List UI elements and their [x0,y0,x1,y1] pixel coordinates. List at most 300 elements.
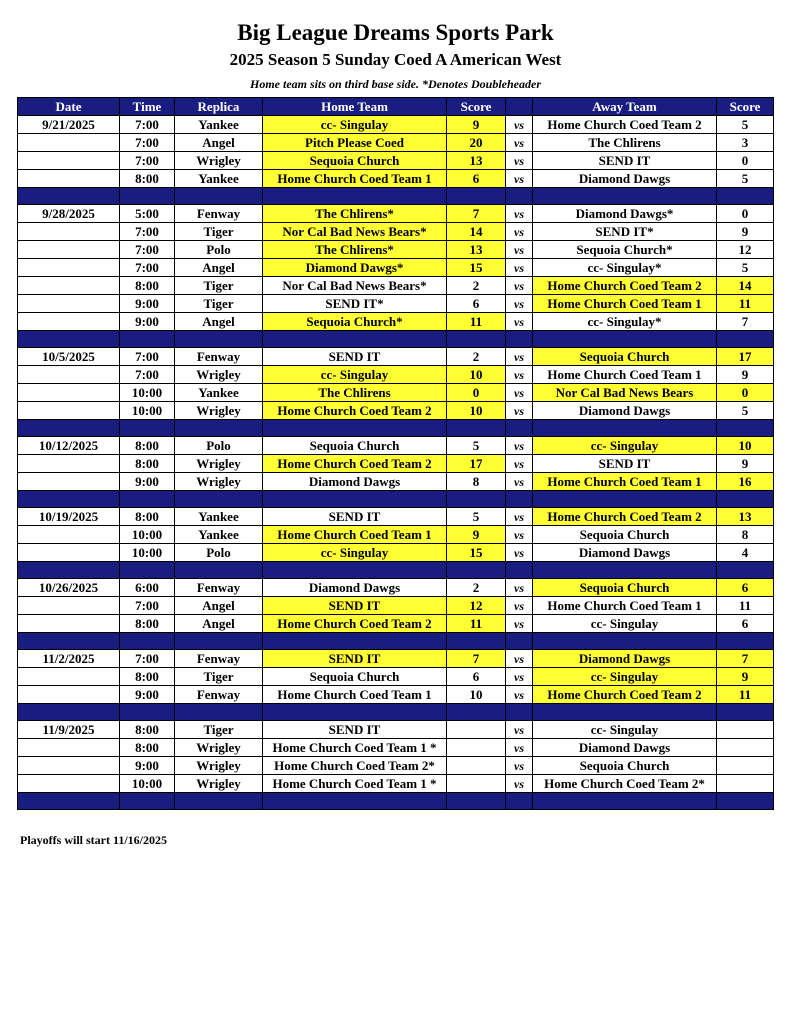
game-time: 7:00 [120,348,175,366]
away-team: The Chlirens [533,134,717,152]
separator-cell [120,188,175,205]
separator-cell [263,331,447,348]
away-score: 8 [717,526,774,544]
col-vs [506,98,533,116]
separator-cell [533,633,717,650]
game-date [18,134,120,152]
away-score: 17 [717,348,774,366]
vs-label: vs [506,508,533,526]
home-team: The Chlirens* [263,205,447,223]
col-away-team: Away Team [533,98,717,116]
game-date [18,259,120,277]
col-replica: Replica [175,98,263,116]
home-score: 10 [447,686,506,704]
vs-label: vs [506,775,533,793]
away-team: Sequoia Church [533,348,717,366]
vs-label: vs [506,686,533,704]
game-time: 10:00 [120,544,175,562]
week-separator [18,562,774,579]
game-time: 8:00 [120,668,175,686]
separator-cell [175,420,263,437]
separator-cell [717,331,774,348]
home-team: The Chlirens* [263,241,447,259]
page-subtitle: 2025 Season 5 Sunday Coed A American West [229,50,562,69]
away-score: 0 [717,205,774,223]
away-team: Home Church Coed Team 1 [533,473,717,491]
away-score: 10 [717,437,774,455]
separator-cell [447,562,506,579]
home-team: Nor Cal Bad News Bears* [263,223,447,241]
away-team: cc- Singulay [533,721,717,739]
week-separator [18,188,774,205]
home-team: Pitch Please Coed [263,134,447,152]
game-date [18,455,120,473]
away-team: Diamond Dawgs [533,170,717,188]
vs-label: vs [506,384,533,402]
game-time: 7:00 [120,650,175,668]
vs-label: vs [506,579,533,597]
separator-cell [506,562,533,579]
away-score: 16 [717,473,774,491]
table-row [18,259,774,277]
game-time: 6:00 [120,579,175,597]
home-score: 6 [447,170,506,188]
table-row [18,384,774,402]
separator-cell [175,704,263,721]
game-date [18,739,120,757]
vs-label: vs [506,526,533,544]
game-date [18,295,120,313]
vs-label: vs [506,348,533,366]
game-date [18,526,120,544]
vs-label: vs [506,455,533,473]
home-score: 15 [447,259,506,277]
separator-cell [533,331,717,348]
home-score: 5 [447,508,506,526]
game-time: 9:00 [120,313,175,331]
home-team: Home Church Coed Team 2* [263,757,447,775]
away-score: 3 [717,134,774,152]
away-score: 13 [717,508,774,526]
game-date [18,223,120,241]
game-field: Fenway [175,579,263,597]
game-field: Angel [175,134,263,152]
home-score: 17 [447,455,506,473]
separator-cell [18,793,120,810]
away-team: Sequoia Church [533,757,717,775]
home-score: 7 [447,205,506,223]
away-team: cc- Singulay [533,668,717,686]
away-team: Diamond Dawgs [533,544,717,562]
away-team: Home Church Coed Team 1 [533,597,717,615]
separator-cell [447,188,506,205]
game-date [18,313,120,331]
home-score: 10 [447,402,506,420]
vs-label: vs [506,205,533,223]
home-score: 2 [447,277,506,295]
away-score [717,721,774,739]
home-team: SEND IT [263,597,447,615]
away-score: 14 [717,277,774,295]
separator-cell [506,633,533,650]
separator-cell [447,633,506,650]
away-score: 4 [717,544,774,562]
game-date: 9/28/2025 [18,205,120,223]
vs-label: vs [506,313,533,331]
home-score [447,739,506,757]
game-field: Angel [175,313,263,331]
separator-cell [263,188,447,205]
away-score: 7 [717,650,774,668]
separator-cell [263,420,447,437]
game-time: 7:00 [120,241,175,259]
separator-cell [533,188,717,205]
col-date: Date [18,98,120,116]
separator-cell [506,704,533,721]
separator-cell [506,491,533,508]
vs-label: vs [506,295,533,313]
vs-label: vs [506,739,533,757]
home-score: 0 [447,384,506,402]
table-row [18,544,774,562]
vs-label: vs [506,473,533,491]
game-time: 7:00 [120,116,175,134]
home-team: SEND IT* [263,295,447,313]
table-row [18,508,774,526]
schedule-body [18,116,774,810]
week-separator [18,704,774,721]
home-team: SEND IT [263,348,447,366]
home-score: 2 [447,579,506,597]
table-row [18,721,774,739]
separator-cell [717,793,774,810]
vs-label: vs [506,721,533,739]
home-team: Diamond Dawgs* [263,259,447,277]
home-score: 12 [447,597,506,615]
separator-cell [506,420,533,437]
vs-label: vs [506,259,533,277]
game-time: 7:00 [120,366,175,384]
vs-label: vs [506,544,533,562]
away-score: 0 [717,384,774,402]
away-score: 6 [717,579,774,597]
table-row [18,668,774,686]
game-time: 10:00 [120,384,175,402]
away-team: Sequoia Church [533,526,717,544]
separator-cell [175,793,263,810]
vs-label: vs [506,241,533,259]
game-field: Fenway [175,348,263,366]
separator-cell [120,331,175,348]
away-score: 5 [717,170,774,188]
game-time: 8:00 [120,455,175,473]
away-team: SEND IT* [533,223,717,241]
separator-cell [120,491,175,508]
separator-cell [120,704,175,721]
home-score: 6 [447,295,506,313]
playoffs-note: Playoffs will start 11/16/2025 [20,833,167,847]
game-time: 7:00 [120,259,175,277]
away-score: 5 [717,116,774,134]
home-team: cc- Singulay [263,116,447,134]
game-field: Wrigley [175,473,263,491]
game-date [18,277,120,295]
game-field: Fenway [175,650,263,668]
home-score: 5 [447,437,506,455]
table-row [18,579,774,597]
col-home-score: Score [447,98,506,116]
separator-cell [447,491,506,508]
home-team: SEND IT [263,650,447,668]
home-team: Diamond Dawgs [263,579,447,597]
away-team: Home Church Coed Team 2 [533,277,717,295]
home-team: Home Church Coed Team 2 [263,615,447,633]
separator-cell [175,188,263,205]
game-date [18,597,120,615]
table-row [18,295,774,313]
game-field: Polo [175,437,263,455]
game-time: 10:00 [120,526,175,544]
separator-cell [447,793,506,810]
away-score: 11 [717,597,774,615]
vs-label: vs [506,668,533,686]
vs-label: vs [506,757,533,775]
week-separator [18,331,774,348]
separator-cell [263,562,447,579]
week-separator [18,491,774,508]
game-date: 10/26/2025 [18,579,120,597]
table-row [18,170,774,188]
away-score [717,775,774,793]
game-time: 7:00 [120,223,175,241]
table-row [18,650,774,668]
game-date: 9/21/2025 [18,116,120,134]
away-score: 7 [717,313,774,331]
game-time: 8:00 [120,277,175,295]
game-time: 10:00 [120,775,175,793]
game-date: 11/2/2025 [18,650,120,668]
away-team: Sequoia Church* [533,241,717,259]
game-field: Yankee [175,116,263,134]
game-time: 8:00 [120,739,175,757]
home-team: Home Church Coed Team 2 [263,455,447,473]
away-team: cc- Singulay* [533,313,717,331]
away-team: Home Church Coed Team 2* [533,775,717,793]
home-score: 8 [447,473,506,491]
game-date [18,384,120,402]
vs-label: vs [506,650,533,668]
home-score: 11 [447,313,506,331]
away-score: 12 [717,241,774,259]
game-field: Wrigley [175,366,263,384]
away-score: 6 [717,615,774,633]
table-row [18,134,774,152]
col-home-team: Home Team [263,98,447,116]
vs-label: vs [506,170,533,188]
away-team: SEND IT [533,455,717,473]
home-team: Sequoia Church [263,668,447,686]
away-score: 9 [717,223,774,241]
home-score: 9 [447,116,506,134]
separator-cell [175,491,263,508]
separator-cell [533,793,717,810]
separator-cell [263,793,447,810]
game-field: Yankee [175,526,263,544]
away-score [717,739,774,757]
game-time: 8:00 [120,615,175,633]
separator-cell [506,188,533,205]
home-score [447,721,506,739]
away-team: Diamond Dawgs [533,650,717,668]
game-field: Wrigley [175,757,263,775]
game-field: Yankee [175,508,263,526]
game-field: Polo [175,241,263,259]
table-row [18,526,774,544]
table-row [18,455,774,473]
vs-label: vs [506,615,533,633]
separator-cell [175,331,263,348]
game-date [18,473,120,491]
game-field: Yankee [175,384,263,402]
game-field: Yankee [175,170,263,188]
home-team: Sequoia Church* [263,313,447,331]
page-title: Big League Dreams Sports Park [237,20,554,45]
separator-cell [18,704,120,721]
table-row [18,597,774,615]
vs-label: vs [506,116,533,134]
game-date [18,757,120,775]
away-score: 5 [717,259,774,277]
table-row [18,757,774,775]
away-score [717,757,774,775]
vs-label: vs [506,277,533,295]
game-time: 10:00 [120,402,175,420]
game-time: 8:00 [120,170,175,188]
game-field: Tiger [175,223,263,241]
home-team: Home Church Coed Team 1 [263,170,447,188]
home-team: SEND IT [263,508,447,526]
schedule-table [17,97,774,810]
away-score: 11 [717,295,774,313]
home-team: Home Church Coed Team 1 [263,526,447,544]
home-score [447,757,506,775]
game-date [18,366,120,384]
home-team: Home Church Coed Team 1 * [263,775,447,793]
away-team: Diamond Dawgs* [533,205,717,223]
week-separator [18,633,774,650]
away-score: 5 [717,402,774,420]
game-time: 7:00 [120,152,175,170]
vs-label: vs [506,366,533,384]
away-score: 11 [717,686,774,704]
vs-label: vs [506,134,533,152]
table-row [18,686,774,704]
away-team: Nor Cal Bad News Bears [533,384,717,402]
home-team: Home Church Coed Team 1 [263,686,447,704]
table-row [18,241,774,259]
game-date: 10/5/2025 [18,348,120,366]
home-score: 10 [447,366,506,384]
game-date: 10/12/2025 [18,437,120,455]
separator-cell [120,633,175,650]
home-score: 13 [447,241,506,259]
separator-cell [533,491,717,508]
home-team: Sequoia Church [263,152,447,170]
game-field: Wrigley [175,455,263,473]
away-team: Sequoia Church [533,579,717,597]
week-separator [18,793,774,810]
game-date [18,686,120,704]
away-score: 9 [717,366,774,384]
separator-cell [717,633,774,650]
header-row [18,98,774,116]
separator-cell [447,331,506,348]
home-team: cc- Singulay [263,366,447,384]
table-row [18,739,774,757]
game-field: Wrigley [175,152,263,170]
game-date [18,170,120,188]
separator-cell [18,562,120,579]
home-score: 11 [447,615,506,633]
separator-cell [533,562,717,579]
game-time: 9:00 [120,757,175,775]
home-score: 20 [447,134,506,152]
game-date [18,402,120,420]
separator-cell [717,420,774,437]
vs-label: vs [506,152,533,170]
vs-label: vs [506,437,533,455]
separator-cell [533,420,717,437]
table-row [18,775,774,793]
vs-label: vs [506,597,533,615]
game-field: Wrigley [175,402,263,420]
game-field: Wrigley [175,739,263,757]
table-row [18,615,774,633]
home-team: SEND IT [263,721,447,739]
away-team: SEND IT [533,152,717,170]
game-field: Wrigley [175,775,263,793]
game-field: Tiger [175,721,263,739]
separator-cell [175,633,263,650]
home-score: 9 [447,526,506,544]
separator-cell [263,491,447,508]
separator-cell [120,562,175,579]
table-row [18,402,774,420]
away-team: Home Church Coed Team 1 [533,295,717,313]
separator-cell [447,704,506,721]
game-date: 11/9/2025 [18,721,120,739]
game-date [18,668,120,686]
game-time: 5:00 [120,205,175,223]
home-team: Nor Cal Bad News Bears* [263,277,447,295]
separator-cell [533,704,717,721]
table-row [18,223,774,241]
table-row [18,348,774,366]
game-time: 9:00 [120,686,175,704]
game-field: Fenway [175,205,263,223]
game-time: 9:00 [120,473,175,491]
game-time: 8:00 [120,721,175,739]
game-date [18,152,120,170]
game-field: Angel [175,259,263,277]
separator-cell [263,633,447,650]
home-score: 13 [447,152,506,170]
away-team: cc- Singulay [533,437,717,455]
away-team: cc- Singulay* [533,259,717,277]
away-team: Home Church Coed Team 2 [533,686,717,704]
home-team: Home Church Coed Team 2 [263,402,447,420]
vs-label: vs [506,402,533,420]
